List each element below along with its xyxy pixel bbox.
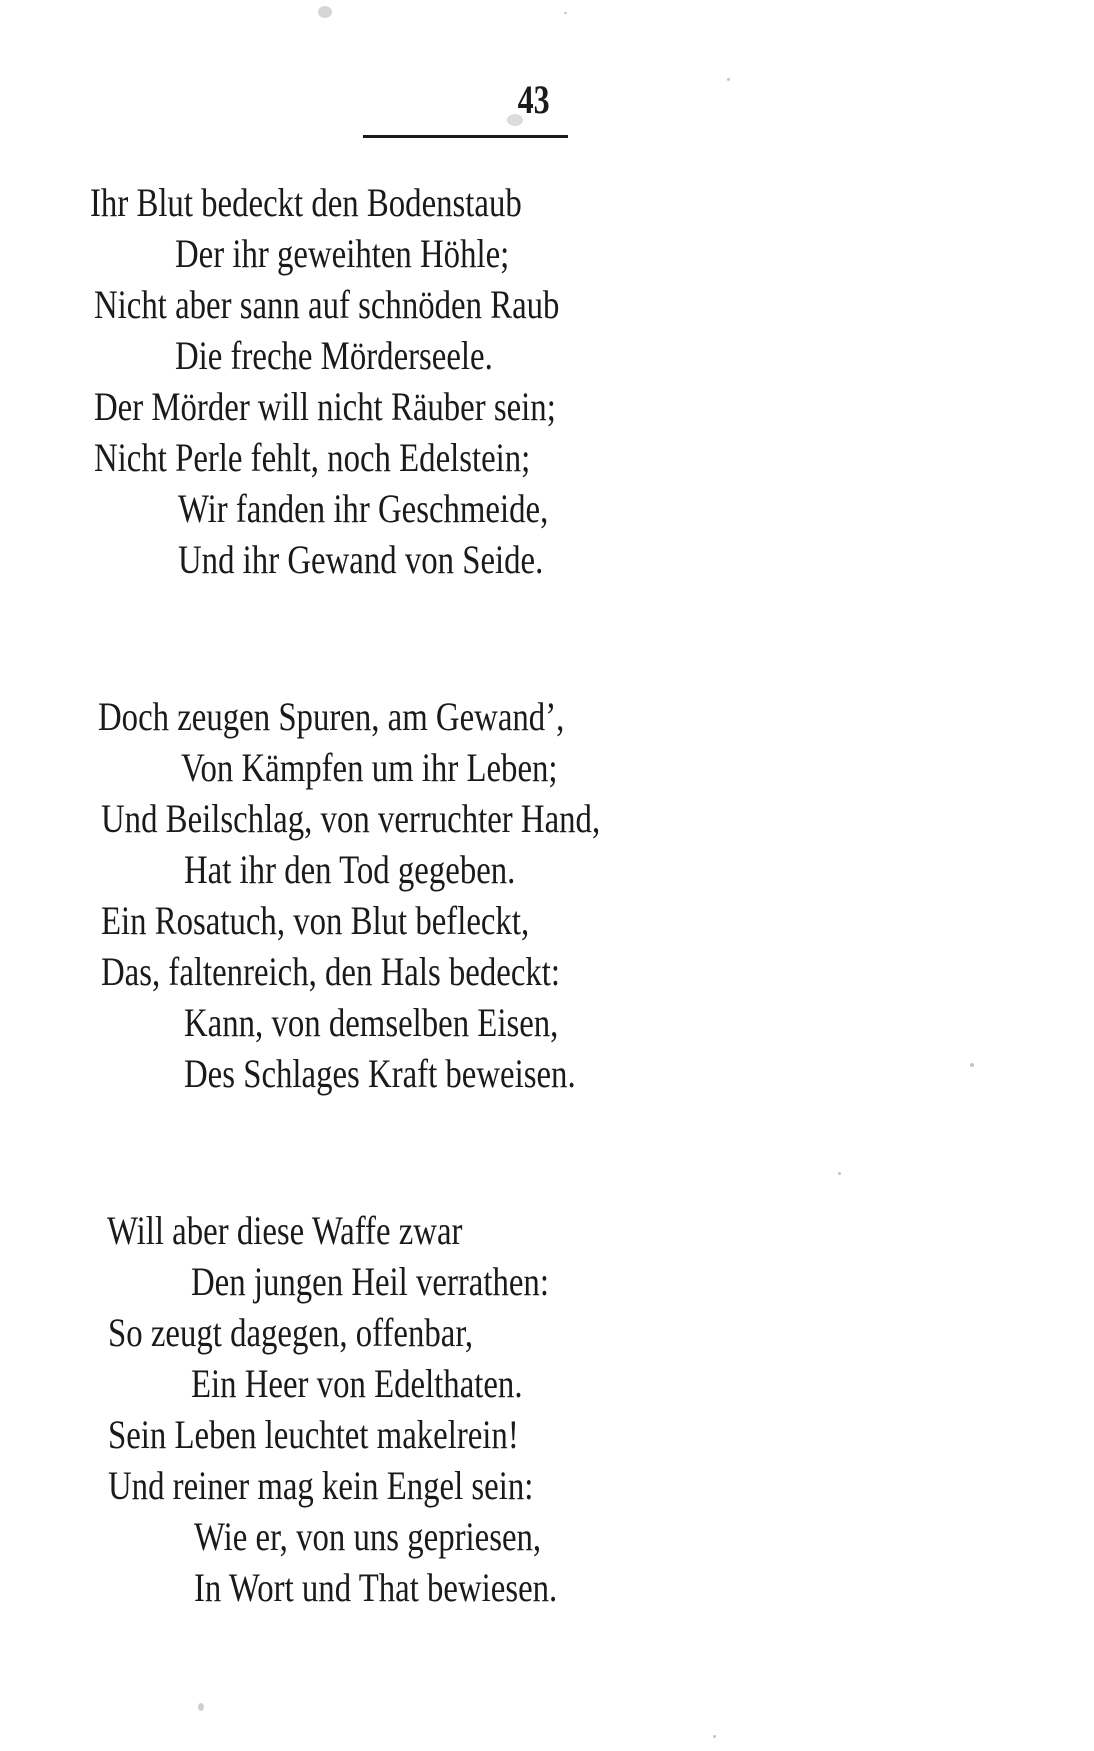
verse-line: Doch zeugen Spuren, am Gewand’, [98, 694, 565, 739]
scan-speck [318, 6, 332, 18]
scan-speck [198, 1703, 204, 1711]
verse-line: Der Mörder will nicht Räuber sein; [94, 384, 556, 429]
verse-line: So zeugt dagegen, offenbar, [108, 1310, 474, 1355]
verse-line: Ihr Blut bedeckt den Bodenstaub [90, 180, 522, 225]
verse-line: Sein Leben leuchtet makelrein! [108, 1412, 519, 1457]
verse-line: Hat ihr den Tod gegeben. [184, 847, 516, 892]
scan-speck [838, 1172, 841, 1175]
header-rule [363, 135, 568, 138]
scan-speck [727, 78, 730, 81]
verse-line: Ein Heer von Edelthaten. [191, 1361, 523, 1406]
verse-line: Der ihr geweihten Höhle; [175, 231, 510, 276]
verse-line: Den jungen Heil verrathen: [191, 1259, 549, 1304]
verse-line: Wie er, von uns gepriesen, [194, 1514, 542, 1559]
verse-line: Will aber diese Waffe zwar [107, 1208, 463, 1253]
verse-line: Wir fanden ihr Geschmeide, [178, 486, 549, 531]
verse-line: In Wort und That bewiesen. [194, 1565, 558, 1610]
scan-speck [713, 1735, 716, 1738]
verse-line: Nicht aber sann auf schnöden Raub [94, 282, 560, 327]
verse-line: Und reiner mag kein Engel sein: [108, 1463, 534, 1508]
scan-speck [564, 12, 567, 14]
scan-speck [507, 114, 523, 126]
verse-line: Das, faltenreich, den Hals bedeckt: [101, 949, 561, 994]
verse-line: Nicht Perle fehlt, noch Edelstein; [94, 435, 531, 480]
verse-line: Des Schlages Kraft beweisen. [184, 1051, 576, 1096]
scan-speck [970, 1063, 974, 1067]
verse-line: Die freche Mörderseele. [175, 333, 493, 378]
verse-line: Kann, von demselben Eisen, [184, 1000, 559, 1045]
page-number: 43 [517, 77, 550, 122]
verse-line: Und Beilschlag, von verruchter Hand, [101, 796, 601, 841]
verse-line: Ein Rosatuch, von Blut befleckt, [101, 898, 530, 943]
verse-line: Von Kämpfen um ihr Leben; [181, 745, 558, 790]
verse-line: Und ihr Gewand von Seide. [178, 537, 544, 582]
